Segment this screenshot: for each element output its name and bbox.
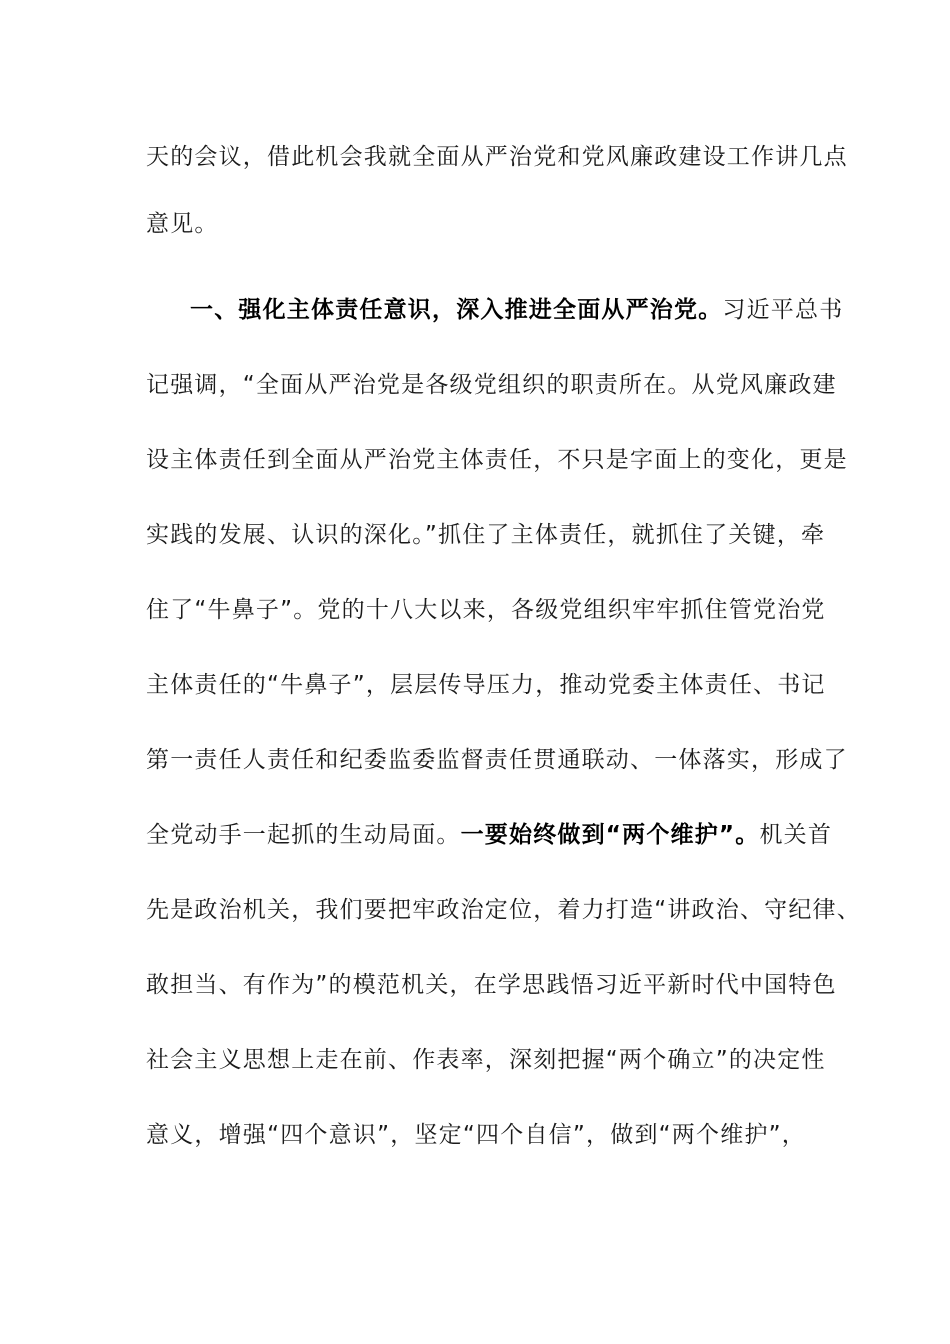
text-line-7 [146,590,826,630]
text-line-6 [146,515,826,555]
text-line-4 [146,365,837,405]
line-text: 天的会议，借此机会我就全面从严治党和党风廉政建设工作讲几点 [146,144,848,170]
line-text: 意义，增强“四个意识”，坚定“四个自信”，做到“两个维护”， [146,1122,806,1148]
line-text: 记强调，“全面从严治党是各级党组织的职责所在。从党风廉政建 [146,372,837,398]
text-line-14 [146,1115,806,1155]
line-text: 实践的发展、认识的深化。”抓住了主体责任，就抓住了关键，牵 [146,522,826,548]
line-text: 机关首 [759,822,833,848]
line-text: 住了“牛鼻子”。党的十八大以来，各级党组织牢牢抓住管党治党 [146,597,826,623]
text-line-8 [146,665,826,705]
line-text: 设主体责任到全面从严治党主体责任，不只是字面上的变化，更是 [146,447,848,473]
line-text: 第一责任人责任和纪委监委监督责任贯通联动、一体落实，形成了 [146,747,848,773]
text-line-13 [146,1040,826,1080]
text-line-2 [146,204,806,244]
text-line-5 [146,440,848,480]
text-line-10 [146,815,833,855]
line-text: 意见。 [146,211,219,237]
text-line-11 [146,890,861,930]
line-text: 社会主义思想上走在前、作表率，深刻把握“两个确立”的决定性 [146,1047,826,1073]
bold-point: 一要始终做到“两个维护”。 [460,822,760,848]
line-text: 全党动手一起抓的生动局面。 [146,822,461,848]
section-heading: 一、强化主体责任意识，深入推进全面从严治党。 [190,297,723,323]
text-line-12 [146,965,837,1005]
line-text: 主体责任的“牛鼻子”，层层传导压力，推动党委主体责任、书记 [146,672,826,698]
text-line-3 [190,290,844,330]
text-line-9 [146,740,848,780]
line-text: 先是政治机关，我们要把牢政治定位，着力打造“讲政治、守纪律、 [146,897,861,923]
text-line-1 [146,137,848,177]
line-text: 敢担当、有作为”的模范机关，在学思践悟习近平新时代中国特色 [146,972,837,998]
line-text: 习近平总书 [722,297,844,323]
